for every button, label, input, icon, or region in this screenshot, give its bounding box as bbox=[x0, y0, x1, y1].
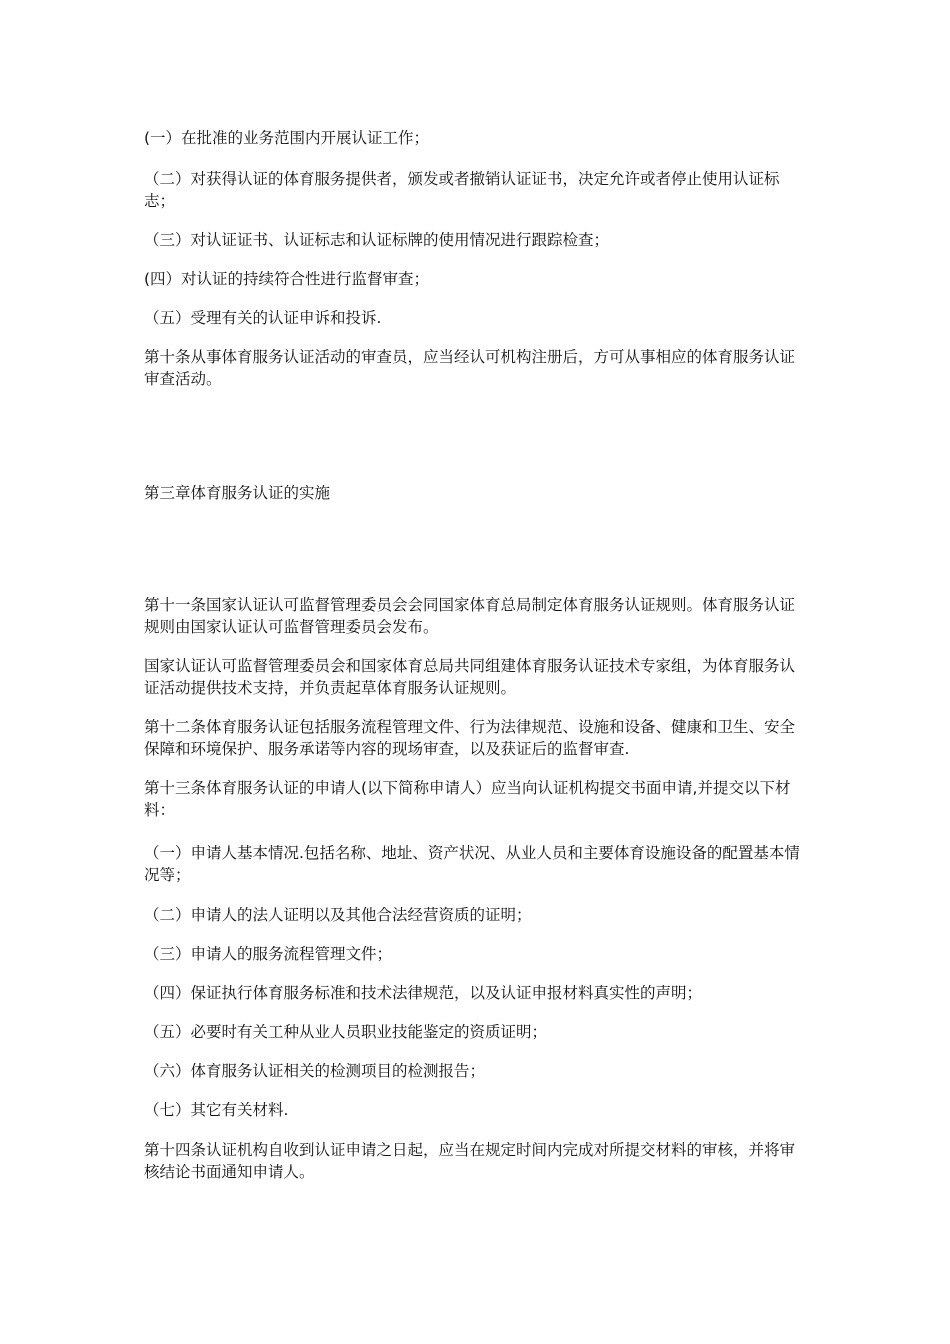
material-item-1: （一）申请人基本情况.包括名称、地址、资产状况、从业人员和主要体育设施设备的配置基本情况等； bbox=[144, 844, 800, 884]
clause-item-4: (四）对认证的持续符合性进行监督审查； bbox=[144, 270, 430, 288]
material-item-3: （三）申请人的服务流程管理文件； bbox=[144, 945, 393, 963]
material-item-5: （五）必要时有关工种从业人员职业技能鉴定的资质证明； bbox=[144, 1023, 548, 1041]
article-14: 第十四条认证机构自收到认证申请之日起，应当在规定时间内完成对所提交材料的审核，并将审核结论书面通知申请人。 bbox=[144, 1141, 796, 1181]
clause-item-1: (一）在批准的业务范围内开展认证工作； bbox=[144, 129, 430, 147]
material-item-4: （四）保证执行体育服务标准和技术法律规范，以及认证申报材料真实性的声明； bbox=[144, 984, 703, 1002]
clause-item-5: （五）受理有关的认证申诉和投诉. bbox=[144, 309, 382, 327]
clause-item-2: （二）对获得认证的体育服务提供者，颁发或者撤销认证证书，决定允许或者停止使用认证标志； bbox=[144, 170, 780, 210]
article-11-paragraph-2: 国家认证认可监督管理委员会和国家体育总局共同组建体育服务认证技术专家组，为体育服务认证活动提供技术支持，并负责起草体育服务认证规则。 bbox=[144, 657, 796, 697]
article-12: 第十二条体育服务认证包括服务流程管理文件、行为法律规范、设施和设备、健康和卫生、安全保障和环境保护、服务承诺等内容的现场审查，以及获证后的监督审查. bbox=[144, 718, 796, 758]
clause-item-3: （三）对认证证书、认证标志和认证标牌的使用情况进行跟踪检查； bbox=[144, 231, 610, 249]
material-item-2: （二）申请人的法人证明以及其他合法经营资质的证明； bbox=[144, 906, 532, 924]
material-item-6: （六）体育服务认证相关的检测项目的检测报告； bbox=[144, 1062, 486, 1080]
article-13: 第十三条体育服务认证的申请人(以下简称申请人）应当向认证机构提交书面申请,并提交以下材料： bbox=[144, 779, 791, 819]
article-11: 第十一条国家认证认可监督管理委员会会同国家体育总局制定体育服务认证规则。体育服务认证规则由国家认证认可监督管理委员会发布。 bbox=[144, 596, 796, 636]
chapter-heading: 第三章体育服务认证的实施 bbox=[144, 484, 331, 502]
material-item-7: （七）其它有关材料. bbox=[144, 1101, 289, 1119]
article-10: 第十条从事体育服务认证活动的审查员，应当经认可机构注册后，方可从事相应的体育服务认证审查活动。 bbox=[144, 348, 796, 388]
